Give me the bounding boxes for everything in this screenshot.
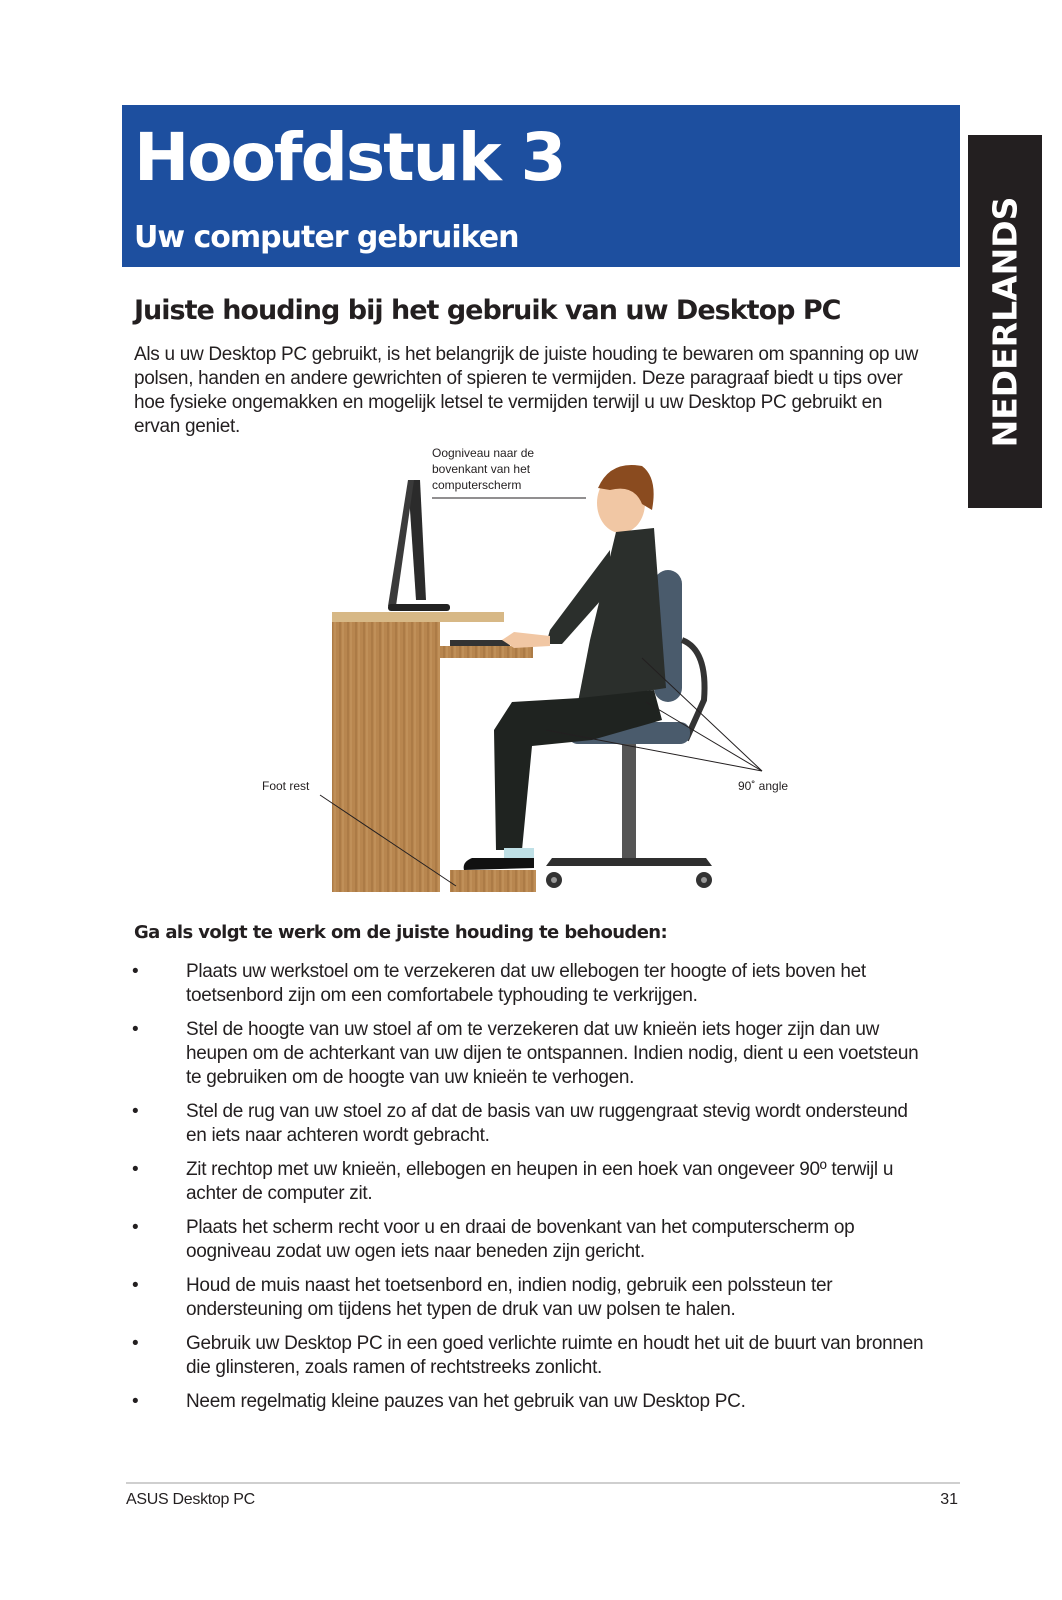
list-item	[128, 1158, 928, 1206]
tip-text: Plaats het scherm recht voor u en draai de bovenkant van het computerscherm op oogniveau zodat uw ogen iets naar beneden zijn gericht.	[186, 1217, 855, 1262]
language-tab-label: NEDERLANDS	[985, 196, 1025, 447]
bullet: •	[132, 1159, 139, 1180]
list-item	[128, 960, 928, 1008]
instructions-heading: Ga als volgt te werk om de juiste houding te behouden:	[134, 922, 668, 943]
footer-product: ASUS Desktop PC	[126, 1491, 255, 1508]
tip-text: Zit rechtop met uw knieën, ellebogen en heupen in een hoek van ongeveer 90º terwijl u achter de computer zit.	[186, 1159, 894, 1204]
list-item	[128, 1274, 928, 1322]
bullet: •	[132, 1391, 139, 1412]
bullet: •	[132, 1217, 139, 1238]
foot-rest	[450, 870, 536, 892]
chapter-subtitle: Uw computer gebruiken	[134, 220, 519, 255]
bullet: •	[132, 1333, 139, 1354]
keyboard	[450, 640, 510, 646]
list-item	[128, 1100, 928, 1148]
posture-tips-list	[128, 960, 928, 1424]
bullet: •	[132, 961, 139, 982]
posture-illustration	[250, 440, 810, 900]
posture-illustration-svg	[250, 440, 810, 900]
eye-level-label-line-1: Oogniveau naar de	[432, 446, 535, 460]
section-heading: Juiste houding bij het gebruik van uw Desktop PC	[134, 295, 841, 326]
eye-level-label-line-2: bovenkant van het	[432, 462, 531, 476]
bullet: •	[132, 1101, 139, 1122]
bullet: •	[132, 1275, 139, 1296]
tip-text: Plaats uw werkstoel om te verzekeren dat uw ellebogen ter hoogte of iets boven het toetsenbord zijn om een comfortabele typhouding te verkrijgen.	[186, 961, 866, 1006]
page-number: 31	[940, 1491, 958, 1508]
tip-text: Gebruik uw Desktop PC in een goed verlichte ruimte en houdt het uit de buurt van bronnen die glinsteren, zoals ramen of rechtstreeks zonlicht.	[186, 1333, 924, 1378]
list-item	[128, 1332, 928, 1380]
angle-label: 90˚ angle	[738, 779, 789, 793]
language-tab	[968, 135, 1042, 508]
intro-paragraph: Als u uw Desktop PC gebruikt, is het belangrijk de juiste houding te bewaren om spanning op uw polsen, handen en andere gewrichten of spieren te vermijden. Deze paragraaf biedt u tips over hoe fysieke ongemakken en mogelijk letsel te vermijden terwijl u uw Desktop PC gebruikt en ervan geniet.	[134, 344, 918, 437]
list-item	[128, 1390, 928, 1414]
tip-text: Stel de rug van uw stoel zo af dat de basis van uw ruggengraat stevig wordt ondersteund en iets naar achteren wordt gebracht.	[186, 1101, 908, 1146]
tip-text: Houd de muis naast het toetsenbord en, indien nodig, gebruik een polssteun ter ondersteuning om tijdens het typen de druk van uw polsen te halen.	[186, 1275, 833, 1320]
eye-level-label-line-3: computerscherm	[432, 478, 522, 492]
chapter-banner	[122, 105, 960, 267]
foot-rest-label: Foot rest	[262, 779, 310, 793]
tip-text: Stel de hoogte van uw stoel af om te verzekeren dat uw knieën iets hoger zijn dan uw heupen om de achterkant van uw dijen te ontspannen. Indien nodig, dient u een voetsteun te gebruiken om de hoogte van uw knieën te verhogen.	[186, 1019, 919, 1088]
monitor	[388, 480, 450, 611]
bullet: •	[132, 1019, 139, 1040]
list-item	[128, 1216, 928, 1264]
list-item	[128, 1018, 928, 1090]
footer-divider	[126, 1482, 960, 1484]
chapter-title: Hoofdstuk 3	[134, 119, 565, 196]
tip-text: Neem regelmatig kleine pauzes van het gebruik van uw Desktop PC.	[186, 1391, 746, 1412]
